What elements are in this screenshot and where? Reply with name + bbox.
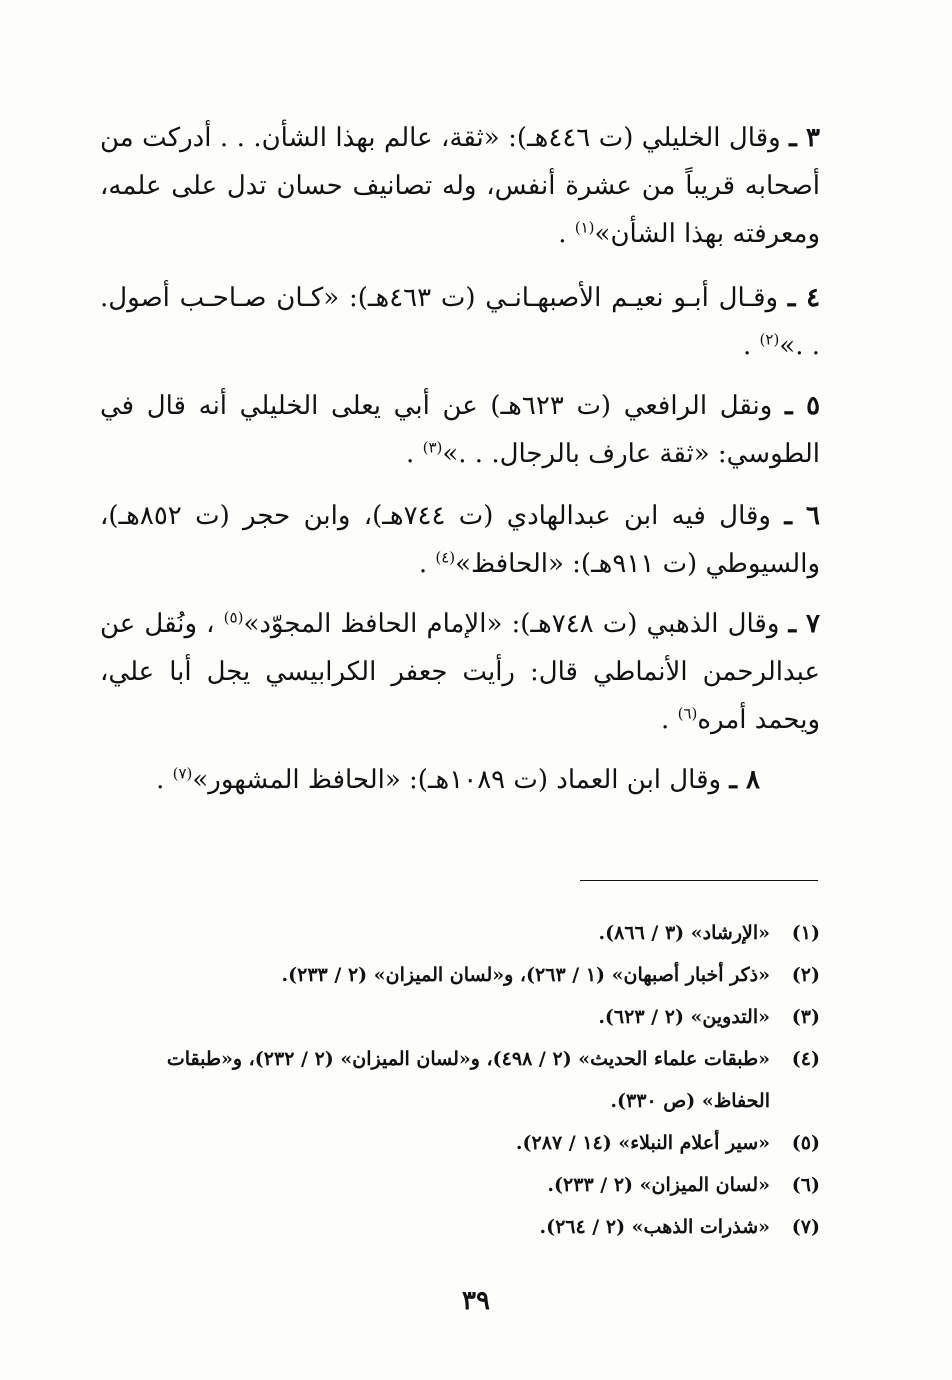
footnote-separator [580, 880, 818, 881]
paragraph-5 [100, 382, 820, 478]
paragraph-tail: . [418, 549, 436, 579]
footnote-1 [100, 912, 820, 954]
paragraph-text: وقال ابن العماد (ت ١٠٨٩هـ): «الحافظ المشهور» [192, 765, 722, 795]
footnote-number: (٦) [791, 1174, 820, 1196]
page-number: ٣٩ [462, 1286, 490, 1316]
footnote-text: «الإرشاد» (٣ / ٨٦٦). [598, 922, 770, 944]
paragraph-text: ونقل الرافعي (ت ٦٢٣هـ) عن أبي يعلى الخليلي أنه قال في الطوسي: «ثقة عارف بالرجال. . .» [100, 391, 820, 469]
paragraph-text: وقال الخليلي (ت ٤٤٦هـ): «ثقة، عالم بهذا الشأن. . . أدركت من أصحابه قريباً من عشرة أنفس، وله تصانيف حسان تدل على علمه، ومعرفته بهذا الشأن» [100, 123, 820, 249]
paragraph-text: وقال الذهبي (ت ٧٤٨هـ): «الإمام الحافظ المجوّد» [243, 609, 780, 639]
paragraph-tail: . [558, 219, 575, 249]
footnote-6 [100, 1164, 820, 1206]
footnote-ref[interactable]: (٥) [223, 608, 244, 627]
footnote-text: «شذرات الذهب» (٢ / ٢٦٤). [539, 1216, 770, 1238]
item-number: ٣ ـ [789, 123, 820, 153]
footnote-ref[interactable]: (٣) [422, 438, 443, 457]
footnote-text: «ذكر أخبار أصبهان» (١ / ٢٦٣)، و«لسان الميزان» (٢ / ٢٣٣). [281, 964, 770, 986]
paragraph-3 [100, 114, 820, 258]
footnote-text: «لسان الميزان» (٢ / ٢٣٣). [547, 1174, 770, 1196]
paragraph-tail: . [156, 765, 173, 795]
footnote-continuation: الحفاظ» (ص ٣٣٠). [610, 1090, 770, 1112]
paragraph-tail: . [406, 439, 423, 469]
item-number: ٤ ـ [787, 283, 821, 313]
paragraph-8 [100, 756, 760, 804]
paragraph-tail: . [661, 705, 678, 735]
item-number: ٧ ـ [788, 609, 820, 639]
paragraph-tail: ، ونُقل عن عبدالرحمن الأنماطي قال: رأيت جعفر الكرابيسي يجل أبا علي، ويحمد أمره [100, 609, 820, 735]
paragraph-text: وقـال أبـو نعيـم الأصبهـانـي (ت ٤٦٣هـ): «كـان صـاحـب أصول. . .» [100, 283, 820, 361]
item-number: ٥ ـ [785, 391, 821, 421]
footnote-ref[interactable]: (٤) [435, 548, 456, 567]
paragraph-text: وقال فيه ابن عبدالهادي (ت ٧٤٤هـ)، وابن حجر (ت ٨٥٢هـ)، والسيوطي (ت ٩١١هـ): «الحافظ» [100, 501, 820, 579]
footnote-text: «طبقات علماء الحديث» (٢ / ٤٩٨)، و«لسان الميزان» (٢ / ٢٣٢)، و«طبقات [166, 1048, 770, 1070]
paragraph-4 [100, 274, 820, 370]
footnote-text: «سير أعلام النبلاء» (١٤ / ٢٨٧). [515, 1132, 770, 1154]
item-number: ٦ ـ [784, 501, 821, 531]
item-number: ٨ ـ [729, 765, 760, 795]
footnote-number: (٤) [791, 1048, 820, 1070]
footnote-3 [100, 996, 820, 1038]
footnote-number: (٢) [791, 964, 820, 986]
footnote-ref[interactable]: (١) [574, 218, 595, 237]
footnote-ref[interactable]: (٢) [759, 330, 780, 349]
footnote-text: «التدوين» (٢ / ٦٢٣). [598, 1006, 770, 1028]
footnote-number: (٥) [791, 1132, 820, 1154]
footnote-7 [100, 1206, 820, 1248]
footnote-2 [100, 954, 820, 996]
footnote-5 [100, 1122, 820, 1164]
paragraph-tail: . [742, 331, 760, 361]
paragraph-6 [100, 492, 820, 588]
paragraph-7 [100, 600, 820, 744]
footnote-number: (٧) [791, 1216, 820, 1238]
footnote-ref[interactable]: (٧) [172, 764, 193, 783]
footnote-ref[interactable]: (٦) [677, 704, 698, 723]
footnote-number: (٣) [791, 1006, 820, 1028]
footnote-number: (١) [791, 922, 820, 944]
footnote-4 [100, 1038, 820, 1122]
